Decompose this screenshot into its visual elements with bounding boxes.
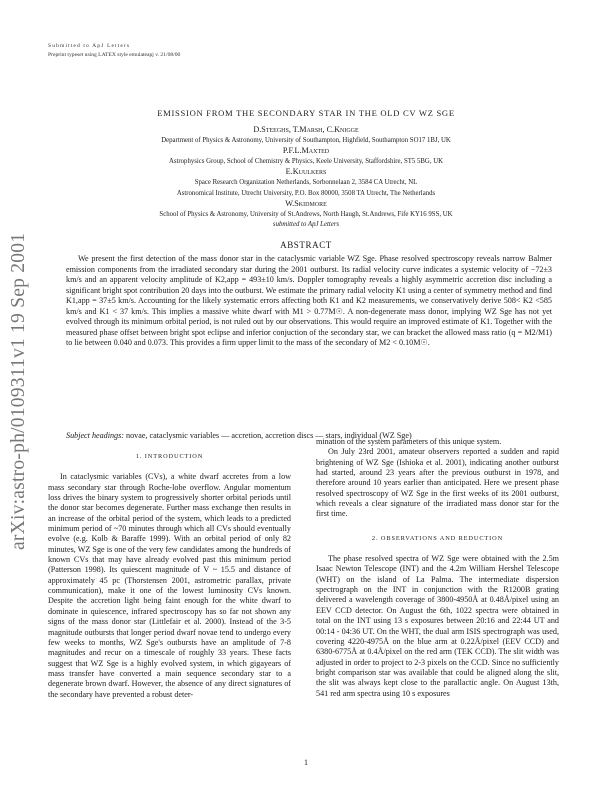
- author-names: W.Skidmore: [285, 199, 327, 209]
- page-number: 1: [304, 758, 308, 767]
- outburst-paragraph: On July 23rd 2001, amateur observers reported a sudden and rapid brightening of WZ Sge (Ishioka et al. 2001), indicating another outburst had started, around 23 years after the previous outburst in 1978, and therefore around 10 years earlier than anticipated. Here we present phase resolved spectroscopy of WZ Sge in the first weeks of its 2001 outburst, which reveals a clear signature of the irradiated mass donor star for the first time.: [316, 447, 559, 519]
- section-heading-observations: 2. OBSERVATIONS AND REDUCTION: [371, 534, 504, 542]
- intro-continuation: mination of the system parameters of this unique system.: [316, 437, 502, 446]
- affiliation: School of Physics & Astronomy, University of St.Andrews, North Haugh, St.Andrews, Fife KY16 9SS, UK: [159, 210, 453, 218]
- paper-title: EMISSION FROM THE SECONDARY STAR IN THE OLD CV WZ SGE: [157, 108, 455, 118]
- right-column: [316, 437, 559, 699]
- submission-note: Submitted to ApJ Letters: [48, 43, 131, 49]
- author-block: [0, 125, 612, 231]
- affiliation: Space Research Organization Netherlands, Sorbonnelaan 2, 3584 CA Utrecht, NL: [194, 178, 418, 186]
- submitted-note: submitted to ApJ Letters: [272, 221, 340, 229]
- preprint-header: [48, 42, 180, 59]
- abstract-text: We present the first detection of the mass donor star in the cataclysmic variable WZ Sge. Phase resolved spectroscopy reveals narrow Balmer emission components from the irradiated secondary star during the 2001 outburst. Its radial velocity curve indicates a systemic velocity of −72±3 km/s and an apparent velocity amplitude of K2,app = 493±10 km/s. Doppler tomography reveals a highly asymmetric accretion disc including a significant bright spot contribution 20 days into the outburst. We estimate the primary radial velocity K1 using a center of symmetry method and find K1,app = 37±5 km/s. Accounting for the likely systematic errors affecting both K1 and K2 measurements, we conservatively derive 508< K2 <585 km/s and K1 < 37 km/s. This implies a massive white dwarf with M1 > 0.77M☉. A non-degenerate mass donor, implying WZ Sge has not yet evolved through its minimum orbital period, is not ruled out by our observations. This would require an improved estimate of K1. Together with the measured phase offset between bright spot eclipse and inferior conjuction of the secondary star, we can bracket the allowed mass ratio (q = M2/M1) to lie between 0.040 and 0.073. This provides a firm upper limit to the mass of the secondary of M2 < 0.10M☉.: [66, 254, 552, 348]
- affiliation: Astronomical Institute, Utrecht University, P.O. Box 80000, 3508 TA Utrecht, The Netherlands: [176, 189, 436, 197]
- affiliation: Astrophysics Group, School of Chemistry & Physics, Keele University, Staffordshire, ST5 5BG, UK: [168, 157, 444, 165]
- affiliation: Department of Physics & Astronomy, University of Southampton, Highfield, Southampton SO17 1BJ, UK: [161, 136, 451, 144]
- intro-paragraph: In cataclysmic variables (CVs), a white dwarf accretes from a low mass secondary star through Roche-lobe overflow. Angular momentum loss drives the binary system to progressively shorter orbital periods until the donor star becomes degenerate. Further mass exchange then results in an increase of the orbital period of the system, which leads to a predicted minimum period of ~70 minutes through which all CVs should eventually evolve (e.g. Kolb & Baraffe 1999). With an orbital period of only 82 minutes, WZ Sge is one of the very few candidates among the hundreds of known CVs that may have already evolved past this minimum period (Patterson 1998). Its quiescent magnitude of V ~ 15.5 and distance of approximately 45 pc (Thorstensen 2001, astrometric parallax, private communication), make it one of the lowest luminosity CVs known. Despite the accretion light being faint enough for the white dwarf to dominate in quiescence, infrared spectroscopy has so far not shown any signs of the mass donor star (Littlefair et al. 2000). Instead of the 3-5 magnitude outbursts that longer period dwarf novae tend to undergo every few weeks to months, WZ Sge's outbursts have an amplitude of 7-8 magnitudes and recur on a timescale of roughly 33 years. These facts suggest that WZ Sge is a highly evolved system, in which gigayears of mass transfer have converted a main sequence secondary star to a degenerate brown dwarf. However, the absence of any direct signatures of the secondary have prevented a robust deter-: [48, 472, 291, 699]
- section-heading-introduction: 1. INTRODUCTION: [135, 453, 204, 460]
- subject-headings-text: novae, cataclysmic variables — accretion, accretion discs — stars, individual (WZ Sge): [126, 431, 412, 440]
- author-names: P.F.L.Maxted: [282, 146, 330, 156]
- arxiv-stamp: arXiv:astro-ph/0109311v1 19 Sep 2001: [8, 232, 29, 550]
- subject-headings-label: Subject headings:: [66, 431, 124, 440]
- author-names: D.Steeghs, T.Marsh, C.Knigge: [253, 125, 359, 134]
- preprint-line: Preprint typeset using LATEX style emulateapj v. 21/08/00: [48, 51, 181, 58]
- abstract-heading: ABSTRACT: [280, 240, 332, 250]
- left-column: [48, 452, 291, 700]
- author-names: E.Kuulkers: [285, 167, 327, 177]
- observations-paragraph: The phase resolved spectra of WZ Sge were obtained with the 2.5m Isaac Newton Telescope (INT) and the 4.2m William Hershel Telescope (WHT) on the island of La Palma. The intermediate dispersion spectrograph on the INT in conjunction with the R1200B grating delivered a wavelength coverage of 3800-4950Å at 0.48Å/pixel using an EEV CCD detector. On August the 6th, 1022 spectra were obtained in total on the INT using 13 s exposures between 20:16 and 22:44 UT and 00:14 - 04:36 UT. On the WHT, the dual arm ISIS spectrograph was used, covering 4220-4975Å on the blue arm at 0.22Å/pixel (EEV CCD) and 6380-6775Å at 0.4Å/pixel on the red arm (TEK CCD). The slit width was adjusted in order to project to 2-3 pixels on the CCD. Since no sufficiently bright comparison star was available that could be aligned along the slit, the slit was always kept close to the parallactic angle. On August 13th, 541 red arm spectra using 10 s exposures: [316, 554, 559, 698]
